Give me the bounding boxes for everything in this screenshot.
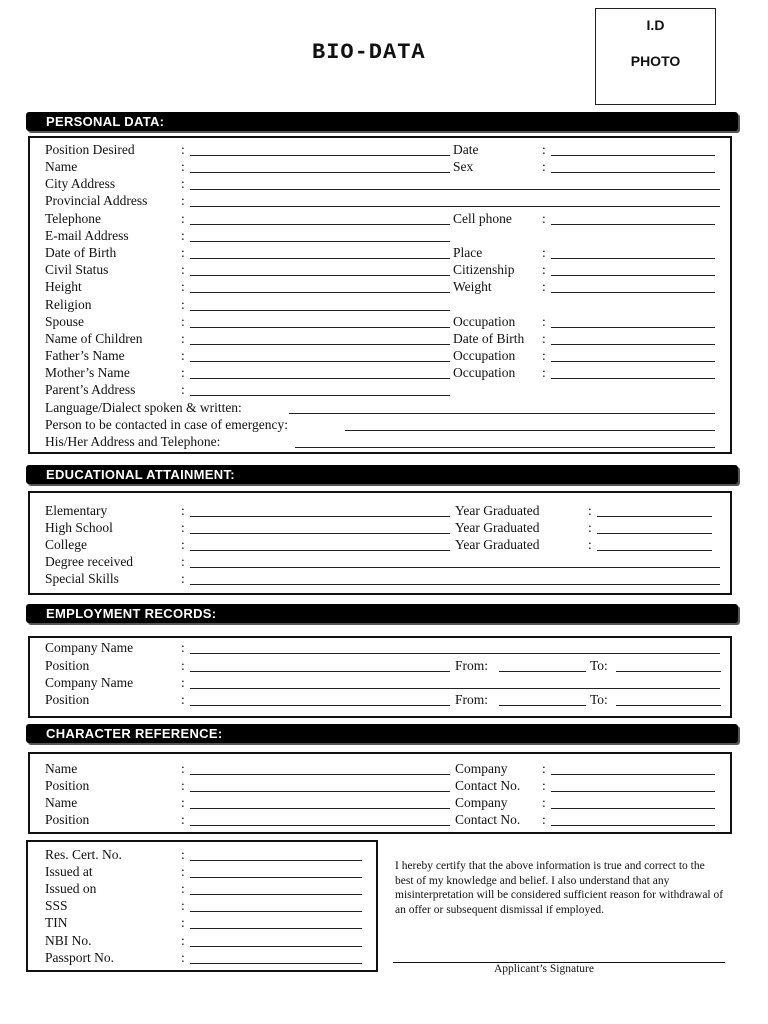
label-emergency-address: His/Her Address and Telephone: xyxy=(45,434,221,449)
colon: : xyxy=(181,898,185,913)
label-cell-phone: Cell phone xyxy=(453,211,512,226)
certification-text: I hereby certify that the above information is true and correct to the best of my knowledge and belief. I also understand that any misinterpretation will be considered sufficient reason for withdrawal of an offer or subsequent dismissal if employed. xyxy=(395,860,724,916)
row-company-1 xyxy=(0,639,768,656)
row-res-cert xyxy=(0,846,380,863)
label-ref-position-2: Position xyxy=(45,812,90,827)
input-company-1[interactable] xyxy=(190,639,720,654)
input-high-school[interactable] xyxy=(190,519,450,534)
label-ref-contact-1: Contact No. xyxy=(455,778,521,793)
input-emergency-address[interactable] xyxy=(295,433,715,448)
colon: : xyxy=(181,142,185,157)
row-tin xyxy=(0,914,380,931)
label-place: Place xyxy=(453,245,483,260)
label-children: Name of Children xyxy=(45,331,143,346)
input-spouse-occupation[interactable] xyxy=(551,313,715,328)
colon: : xyxy=(181,159,185,174)
signature-label: Applicant’s Signature xyxy=(494,963,594,975)
input-ref-position-1[interactable] xyxy=(190,777,450,792)
label-ref-position-1: Position xyxy=(45,778,90,793)
row-position-desired xyxy=(0,141,768,158)
row-emergency xyxy=(0,416,768,433)
input-ref-company-2[interactable] xyxy=(551,794,715,809)
row-religion xyxy=(0,296,768,313)
colon: : xyxy=(181,262,185,277)
label-tin: TIN xyxy=(45,915,68,930)
row-language xyxy=(0,399,768,416)
input-religion[interactable] xyxy=(190,296,450,311)
colon: : xyxy=(181,881,185,896)
label-child-dob: Date of Birth xyxy=(453,331,525,346)
row-skills xyxy=(0,570,768,587)
input-ref-contact-2[interactable] xyxy=(551,811,715,826)
colon: : xyxy=(181,571,185,586)
row-issued-on xyxy=(0,880,380,897)
input-date[interactable] xyxy=(551,141,715,156)
colon: : xyxy=(181,847,185,862)
input-nbi[interactable] xyxy=(190,932,362,947)
input-issued-at[interactable] xyxy=(190,863,362,878)
colon: : xyxy=(542,778,546,793)
colon: : xyxy=(181,778,185,793)
row-position-1 xyxy=(0,657,768,674)
label-nbi: NBI No. xyxy=(45,933,92,948)
colon: : xyxy=(542,245,546,260)
colon: : xyxy=(181,812,185,827)
row-passport xyxy=(0,949,380,966)
label-passport: Passport No. xyxy=(45,950,115,965)
input-college[interactable] xyxy=(190,536,450,551)
colon: : xyxy=(588,537,592,552)
colon: : xyxy=(542,211,546,226)
row-telephone xyxy=(0,210,768,227)
input-civil-status[interactable] xyxy=(190,261,450,276)
input-ref-company-1[interactable] xyxy=(551,760,715,775)
input-from-1[interactable] xyxy=(499,657,586,672)
label-college: College xyxy=(45,537,87,552)
label-ref-company-1: Company xyxy=(455,761,508,776)
row-elementary xyxy=(0,502,768,519)
label-spouse-occupation: Occupation xyxy=(453,314,516,329)
input-ref-contact-1[interactable] xyxy=(551,777,715,792)
colon: : xyxy=(181,761,185,776)
input-year-hs[interactable] xyxy=(597,519,712,534)
row-issued-at xyxy=(0,863,380,880)
label-sss: SSS xyxy=(45,898,68,913)
colon: : xyxy=(181,297,185,312)
label-year-graduated-college: Year Graduated xyxy=(455,537,540,552)
input-city-address[interactable] xyxy=(190,175,720,190)
label-high-school: High School xyxy=(45,520,113,535)
label-ref-company-2: Company xyxy=(455,795,508,810)
row-height xyxy=(0,278,768,295)
label-religion: Religion xyxy=(45,297,92,312)
label-position-desired: Position Desired xyxy=(45,142,135,157)
row-company-2 xyxy=(0,674,768,691)
input-name[interactable] xyxy=(190,158,450,173)
colon: : xyxy=(181,365,185,380)
row-civil-status xyxy=(0,261,768,278)
row-name xyxy=(0,158,768,175)
label-issued-at: Issued at xyxy=(45,864,93,879)
section-header-employment: EMPLOYMENT RECORDS: xyxy=(26,604,738,623)
label-year-graduated-hs: Year Graduated xyxy=(455,520,540,535)
row-ref-name-2 xyxy=(0,794,768,811)
input-ref-name-1[interactable] xyxy=(190,760,450,775)
colon: : xyxy=(588,520,592,535)
input-mother[interactable] xyxy=(190,364,450,379)
input-telephone[interactable] xyxy=(190,210,450,225)
label-spouse: Spouse xyxy=(45,314,85,329)
input-ref-name-2[interactable] xyxy=(190,794,450,809)
row-city-address xyxy=(0,175,768,192)
colon: : xyxy=(181,933,185,948)
input-children[interactable] xyxy=(190,330,450,345)
label-mother-occupation: Occupation xyxy=(453,365,516,380)
label-provincial-address: Provincial Address xyxy=(45,193,148,208)
colon: : xyxy=(181,950,185,965)
label-telephone: Telephone xyxy=(45,211,102,226)
colon: : xyxy=(542,142,546,157)
colon: : xyxy=(542,314,546,329)
label-ref-contact-2: Contact No. xyxy=(455,812,521,827)
label-father: Father’s Name xyxy=(45,348,125,363)
label-civil-status: Civil Status xyxy=(45,262,109,277)
label-weight: Weight xyxy=(453,279,492,294)
input-emergency[interactable] xyxy=(345,416,715,431)
input-issued-on[interactable] xyxy=(190,880,362,895)
colon: : xyxy=(181,382,185,397)
label-name: Name xyxy=(45,159,78,174)
colon: : xyxy=(181,640,185,655)
row-father xyxy=(0,347,768,364)
row-dob xyxy=(0,244,768,261)
colon: : xyxy=(181,692,185,707)
label-position-2: Position xyxy=(45,692,90,707)
label-to-2: To: xyxy=(590,692,608,707)
label-company-2: Company Name xyxy=(45,675,134,690)
row-high-school xyxy=(0,519,768,536)
input-company-2[interactable] xyxy=(190,674,720,689)
input-to-1[interactable] xyxy=(616,657,721,672)
colon: : xyxy=(181,864,185,879)
colon: : xyxy=(542,279,546,294)
row-college xyxy=(0,536,768,553)
colon: : xyxy=(181,658,185,673)
row-ref-name-1 xyxy=(0,760,768,777)
input-skills[interactable] xyxy=(190,570,720,585)
photo-label-id: I.D xyxy=(646,17,665,33)
row-emergency-address xyxy=(0,433,768,450)
label-year-graduated-elementary: Year Graduated xyxy=(455,503,540,518)
label-elementary: Elementary xyxy=(45,503,108,518)
label-dob: Date of Birth xyxy=(45,245,117,260)
label-father-occupation: Occupation xyxy=(453,348,516,363)
input-language[interactable] xyxy=(289,399,715,414)
input-to-2[interactable] xyxy=(616,691,721,706)
colon: : xyxy=(181,503,185,518)
input-position-2[interactable] xyxy=(190,691,450,706)
photo-label-photo: PHOTO xyxy=(630,53,681,69)
input-email[interactable] xyxy=(190,227,450,242)
input-year-college[interactable] xyxy=(597,536,712,551)
row-ref-position-1 xyxy=(0,777,768,794)
colon: : xyxy=(181,228,185,243)
colon: : xyxy=(542,795,546,810)
label-date: Date xyxy=(453,142,479,157)
row-ref-position-2 xyxy=(0,811,768,828)
label-sex: Sex xyxy=(453,159,474,174)
label-mother: Mother’s Name xyxy=(45,365,130,380)
row-nbi xyxy=(0,932,380,949)
label-from-2: From: xyxy=(455,692,489,707)
input-child-dob[interactable] xyxy=(551,330,715,345)
input-father-occupation[interactable] xyxy=(551,347,715,362)
colon: : xyxy=(181,279,185,294)
input-place[interactable] xyxy=(551,244,715,259)
row-sss xyxy=(0,897,380,914)
label-citizenship: Citizenship xyxy=(453,262,515,277)
label-degree: Degree received xyxy=(45,554,134,569)
colon: : xyxy=(181,348,185,363)
colon: : xyxy=(181,915,185,930)
colon: : xyxy=(181,537,185,552)
label-position-1: Position xyxy=(45,658,90,673)
colon: : xyxy=(181,554,185,569)
label-res-cert: Res. Cert. No. xyxy=(45,847,122,862)
label-email: E-mail Address xyxy=(45,228,129,243)
label-company-1: Company Name xyxy=(45,640,134,655)
input-cell-phone[interactable] xyxy=(551,210,715,225)
row-email xyxy=(0,227,768,244)
colon: : xyxy=(542,331,546,346)
input-parents-address[interactable] xyxy=(190,381,450,396)
colon: : xyxy=(181,520,185,535)
row-position-2 xyxy=(0,691,768,708)
input-position-desired[interactable] xyxy=(190,141,450,156)
input-from-2[interactable] xyxy=(499,691,586,706)
label-language: Language/Dialect spoken & written: xyxy=(45,400,242,415)
label-ref-name-1: Name xyxy=(45,761,78,776)
colon: : xyxy=(181,176,185,191)
colon: : xyxy=(542,761,546,776)
colon: : xyxy=(542,365,546,380)
input-elementary[interactable] xyxy=(190,502,450,517)
label-parents-address: Parent’s Address xyxy=(45,382,136,397)
input-sex[interactable] xyxy=(551,158,715,173)
section-header-personal: PERSONAL DATA: xyxy=(26,112,738,131)
id-photo-box[interactable] xyxy=(595,8,716,105)
input-res-cert[interactable] xyxy=(190,846,362,861)
label-to-1: To: xyxy=(590,658,608,673)
label-ref-name-2: Name xyxy=(45,795,78,810)
input-degree[interactable] xyxy=(190,553,720,568)
colon: : xyxy=(181,211,185,226)
colon: : xyxy=(181,193,185,208)
input-father[interactable] xyxy=(190,347,450,362)
label-from-1: From: xyxy=(455,658,489,673)
label-skills: Special Skills xyxy=(45,571,119,586)
label-emergency: Person to be contacted in case of emergency: xyxy=(45,417,289,432)
row-children xyxy=(0,330,768,347)
colon: : xyxy=(542,262,546,277)
input-citizenship[interactable] xyxy=(551,261,715,276)
row-spouse xyxy=(0,313,768,330)
colon: : xyxy=(181,331,185,346)
row-parents-address xyxy=(0,381,768,398)
page-title: BIO-DATA xyxy=(312,40,426,65)
input-sss[interactable] xyxy=(190,897,362,912)
input-year-elementary[interactable] xyxy=(597,502,712,517)
input-position-1[interactable] xyxy=(190,657,450,672)
colon: : xyxy=(181,795,185,810)
section-header-education: EDUCATIONAL ATTAINMENT: xyxy=(26,465,738,484)
input-mother-occupation[interactable] xyxy=(551,364,715,379)
section-header-reference: CHARACTER REFERENCE: xyxy=(26,724,738,743)
colon: : xyxy=(542,159,546,174)
input-passport[interactable] xyxy=(190,949,362,964)
row-provincial-address xyxy=(0,192,768,209)
row-mother xyxy=(0,364,768,381)
input-dob[interactable] xyxy=(190,244,450,259)
label-height: Height xyxy=(45,279,82,294)
input-height[interactable] xyxy=(190,278,450,293)
colon: : xyxy=(588,503,592,518)
colon: : xyxy=(181,675,185,690)
label-issued-on: Issued on xyxy=(45,881,97,896)
input-tin[interactable] xyxy=(190,914,362,929)
input-provincial-address[interactable] xyxy=(190,192,720,207)
row-degree xyxy=(0,553,768,570)
colon: : xyxy=(181,314,185,329)
colon: : xyxy=(542,812,546,827)
colon: : xyxy=(181,245,185,260)
input-weight[interactable] xyxy=(551,278,715,293)
colon: : xyxy=(542,348,546,363)
input-ref-position-2[interactable] xyxy=(190,811,450,826)
label-city-address: City Address xyxy=(45,176,116,191)
input-spouse[interactable] xyxy=(190,313,450,328)
